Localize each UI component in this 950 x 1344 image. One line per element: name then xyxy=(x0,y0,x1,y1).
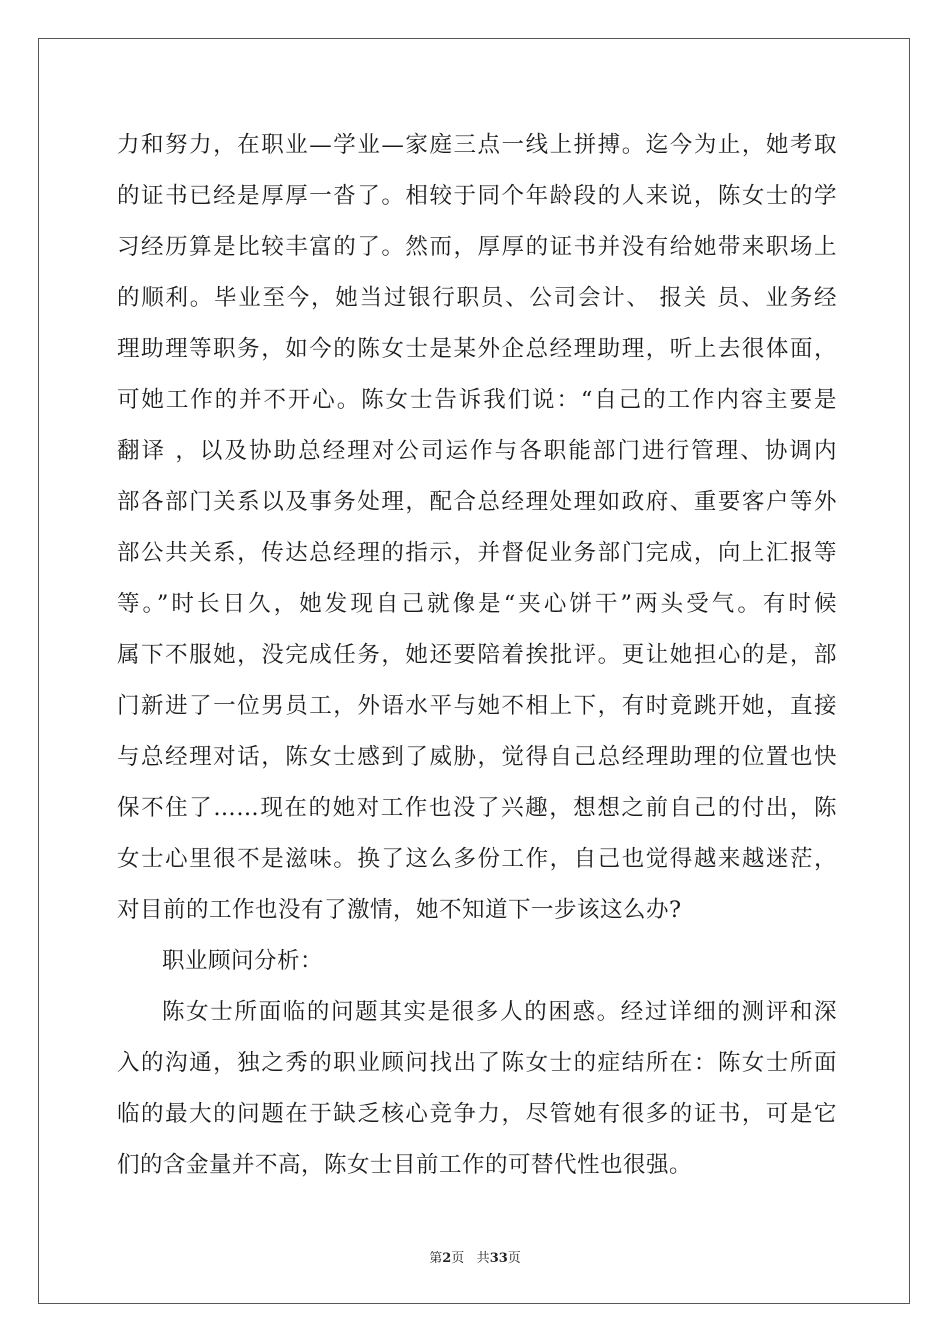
page-footer xyxy=(0,1247,950,1266)
text-line: 等。”时长日久，她发现自己就像是“夹心饼干”两头受气。有时候 xyxy=(117,591,837,617)
text-line: 的顺利。毕业至今，她当过银行职员、公司会计、 报关 员、业务经 xyxy=(117,285,837,311)
text-line: 对目前的工作也没有了激情，她不知道下一步该这么办? xyxy=(117,897,682,923)
text-line: 的证书已经是厚厚一沓了。相较于同个年龄段的人来说，陈女士的学 xyxy=(117,183,837,209)
text-line: 临的最大的问题在于缺乏核心竞争力，尽管她有很多的证书，可是它 xyxy=(117,1101,837,1127)
text-line: 理助理等职务，如今的陈女士是某外企总经理助理，听上去很体面， xyxy=(117,336,837,362)
paragraph-story xyxy=(117,120,837,936)
page-prefix: 第 xyxy=(429,1251,443,1266)
text-line: 入的沟通，独之秀的职业顾问找出了陈女士的症结所在：陈女士所面 xyxy=(117,1050,837,1076)
text-line: 可她工作的并不开心。陈女士告诉我们说：“自己的工作内容主要是 xyxy=(117,387,837,413)
text-line: 力和努力，在职业—学业—家庭三点一线上拼搏。迄今为止，她考取 xyxy=(117,132,837,158)
text-line: 们的含金量并不高，陈女士目前工作的可替代性也很强。 xyxy=(117,1152,693,1178)
paragraph-heading xyxy=(117,936,837,987)
text-line: 属下不服她，没完成任务，她还要陪着挨批评。更让她担心的是，部 xyxy=(117,642,837,668)
text-line: 部公共关系，传达总经理的指示，并督促业务部门完成，向上汇报等 xyxy=(117,540,837,566)
page-suffix: 页 xyxy=(451,1251,465,1266)
text-line: 翻译 ，以及协助总经理对公司运作与各职能部门进行管理、协调内 xyxy=(117,438,837,464)
document-body xyxy=(117,120,837,1191)
text-line: 部各部门关系以及事务处理，配合总经理处理如政府、重要客户等外 xyxy=(117,489,837,515)
page-number: 2 xyxy=(442,1251,452,1266)
text-line: 门新进了一位男员工，外语水平与她不相上下，有时竟跳开她，直接 xyxy=(117,693,837,719)
total-suffix: 页 xyxy=(507,1251,521,1266)
text-line: 习经历算是比较丰富的了。然而，厚厚的证书并没有给她带来职场上 xyxy=(117,234,837,260)
text-line: 与总经理对话，陈女士感到了威胁，觉得自己总经理助理的位置也快 xyxy=(117,744,837,770)
section-heading: 职业顾问分析： xyxy=(162,948,324,974)
text-line: 女士心里很不是滋味。换了这么多份工作，自己也觉得越来越迷茫， xyxy=(117,846,837,872)
paragraph-analysis xyxy=(117,987,837,1191)
text-line: 保不住了……现在的她对工作也没了兴趣，想想之前自己的付出，陈 xyxy=(117,795,837,821)
total-prefix: 共 xyxy=(476,1251,490,1266)
total-pages: 33 xyxy=(489,1251,508,1266)
text-line: 陈女士所面临的问题其实是很多人的困惑。经过详细的测评和深 xyxy=(162,999,837,1025)
